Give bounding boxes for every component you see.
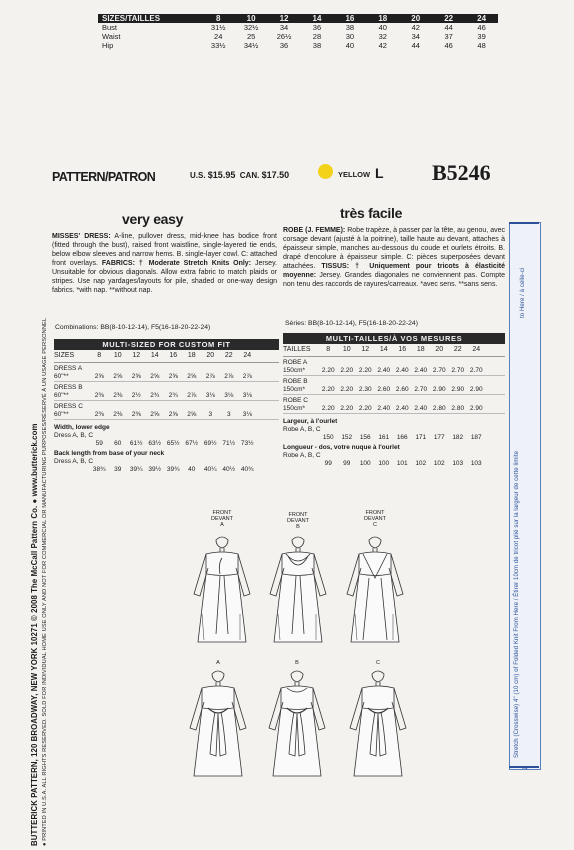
measurement-value: 40 [378, 23, 387, 32]
yardage-value: 2.70 [451, 367, 465, 374]
back-length-value: 40¼ [203, 466, 217, 473]
french-multisized-bar: MULTI-TAILLES/À VOS MESURES [283, 333, 505, 344]
width-value: 73½ [240, 440, 254, 447]
yardage-row [54, 450, 279, 458]
width-value: 156 [359, 434, 371, 441]
width-sub: Robe A, B, C [283, 426, 321, 433]
yardage-row [54, 458, 279, 466]
yardage-value: 2⅜ [131, 411, 141, 418]
yardage-value: 2⅝ [168, 411, 178, 418]
back-length-value: 102 [415, 460, 427, 467]
back-length-value: 99 [343, 460, 351, 467]
measurement-row [98, 32, 498, 41]
yardage-value: 2.80 [451, 405, 465, 412]
measurement-value: 44 [444, 23, 453, 32]
yardage-value: 2¾ [168, 392, 178, 399]
view-name: ROBE B [283, 378, 308, 385]
size-col: 16 [169, 352, 178, 359]
desc-text: A-line, pullover dress, mid-knee has bodice front (fitted through the bust), raised front waistline, single-layered tie ends, below elbow sleeves and narrow hems. B. single-layer cowl. C: attached front overlays. [52, 233, 277, 267]
width-value: 69½ [203, 440, 217, 447]
yardage-value: 2.80 [432, 405, 446, 412]
back-length-value: 103 [452, 460, 464, 467]
yardage-value: 2⅞ [205, 373, 215, 380]
size-col: 22 [224, 352, 233, 359]
back-view-letter-a: A [216, 660, 220, 666]
width-value: 63½ [148, 440, 162, 447]
fabrics-text: Jersey. Grandes diagonales ne conviennent pas. Compte non tenu des raccords de rayures/carreaux. *avec sens. **sans sens. [283, 272, 505, 288]
can-label: CAN. [239, 171, 260, 180]
size-col: 14 [150, 352, 159, 359]
english-combinations: Combinations: BB(8-10-12-14), F5(16-18-20-22-24) [55, 324, 211, 331]
measurement-value: 36 [279, 41, 289, 50]
yardage-row [283, 386, 505, 395]
size-col: 8 [97, 352, 102, 359]
devant-text: DEVANT [287, 518, 309, 524]
yardage-value: 2.40 [395, 367, 409, 374]
measurement-value: 37 [444, 32, 453, 41]
yardage-value: 2.20 [358, 405, 372, 412]
yardage-value: 2.40 [395, 405, 409, 412]
gauge-arrow-icon: → [520, 762, 529, 772]
fabrics-text: Jersey. Unsuitable for obvious diagonals. Allow extra fabric to match plaids or stripes. Use nap yardages/layouts for pile, shaded or one-way design fabrics. *with nap. **without nap. [52, 260, 277, 294]
yardage-value: 2.40 [377, 367, 391, 374]
back-length-value: 102 [433, 460, 445, 467]
back-length-value: 100 [359, 460, 371, 467]
dress-sketch-front-a [182, 534, 262, 649]
measurement-value: 40 [345, 41, 355, 50]
size-header-label: SIZES [54, 352, 75, 359]
yardage-row [54, 352, 279, 363]
front-text: FRONT [365, 510, 385, 516]
size-col: 12 [279, 14, 289, 23]
yardage-value: 2.40 [377, 405, 391, 412]
measurement-value: 34½ [243, 41, 259, 50]
size-col: 16 [398, 346, 407, 353]
fabric-width: 60"** [54, 373, 69, 380]
size-col: 18 [187, 352, 196, 359]
yardage-value: 2⅞ [187, 392, 197, 399]
yardage-row [283, 405, 505, 414]
front-text: FRONT [288, 512, 308, 518]
front-label-c [355, 510, 395, 528]
yardage-value: 2.70 [469, 367, 483, 374]
size-col: 18 [416, 346, 425, 353]
width-value: 59 [95, 440, 103, 447]
view-name: ROBE C [283, 397, 308, 404]
yardage-value: 2.20 [340, 386, 354, 393]
yardage-value: 2⅜ [94, 392, 104, 399]
publisher-address-vertical: BUTTERICK PATTERN, 120 BROADWAY, NEW YORK 10271 © 2008 The McCall Pattern Co. ● www.butterick.com [30, 423, 39, 846]
pattern-number: B5246 [432, 160, 491, 185]
desc-lead: ROBE (J. FEMME): [283, 227, 346, 234]
measurement-value: 38 [312, 41, 322, 50]
back-length-value: 39¾ [166, 466, 180, 473]
size-col: 14 [379, 346, 388, 353]
yardage-value: 2.30 [358, 386, 372, 393]
fabric-width: 150cm* [283, 386, 306, 393]
width-value: 187 [470, 434, 482, 441]
view-letter: B [296, 524, 300, 530]
back-length-value: 103 [470, 460, 482, 467]
yardage-value: 2⅞ [242, 373, 252, 380]
english-difficulty: very easy [122, 211, 184, 227]
view-letter: C [373, 522, 377, 528]
size-col: 20 [435, 346, 444, 353]
yellow-color-dot [318, 164, 333, 179]
english-multisized-bar: MULTI-SIZED FOR CUSTOM FIT [54, 339, 279, 350]
yardage-value: 2.20 [321, 367, 335, 374]
width-value: 177 [433, 434, 445, 441]
front-label-b [278, 512, 318, 530]
measurement-value: 39 [477, 32, 486, 41]
yardage-value: 2⅜ [94, 411, 104, 418]
back-length-value: 38¾ [92, 466, 106, 473]
fabric-width: 60"** [54, 411, 69, 418]
yardage-row [283, 460, 505, 468]
measurement-label: Bust [102, 23, 118, 32]
yardage-value: 2.90 [469, 386, 483, 393]
size-col: 12 [132, 352, 141, 359]
front-label-a [202, 510, 242, 528]
dress-sketch-back-c [338, 668, 418, 783]
yardage-value: 2.20 [358, 367, 372, 374]
yardage-row [54, 384, 279, 392]
width-value: 171 [415, 434, 427, 441]
yardage-row [54, 373, 279, 382]
measurement-value: 44 [411, 41, 420, 50]
measurement-value: 30 [345, 32, 355, 41]
yardage-value: 2.40 [414, 367, 428, 374]
yardage-row [54, 466, 279, 474]
color-label: YELLOW [338, 170, 371, 179]
yardage-value: 3 [208, 411, 213, 418]
yardage-value: 3⅛ [242, 392, 252, 399]
yardage-row [54, 365, 279, 373]
envelope-letter: L [375, 165, 384, 181]
desc-text: Robe trapèze, à passer par la tête, au genou, avec corsage devant (ajusté à la poitrine), taille haute au devant, attaches à épaisseur simple, manches au-dessous du coude et ourlets étroits. B. drapé d'encolure à épaisseur simple. C: pièces superposées devant attachées. [283, 227, 505, 270]
view-letter: A [220, 522, 224, 528]
back-length-label: Longueur - dos, votre nuque à l'ourlet [283, 444, 400, 451]
gauge-top-line [509, 222, 539, 224]
yardage-row [54, 424, 279, 432]
measurement-value: 46 [444, 41, 453, 50]
french-combinations: Séries: BB(8-10-12-14), F5(16-18-20-22-24) [285, 320, 418, 327]
yardage-row [283, 434, 505, 442]
yardage-row [54, 403, 279, 411]
yardage-value: 2⅝ [131, 373, 141, 380]
size-col: 10 [246, 14, 256, 23]
english-description [52, 232, 277, 295]
view-name: ROBE A [283, 359, 308, 366]
fabric-width: 150cm* [283, 367, 306, 374]
width-value: 67½ [185, 440, 199, 447]
dress-sketch-back-a [178, 668, 258, 783]
size-col: 8 [215, 14, 221, 23]
width-value: 150 [322, 434, 334, 441]
measurement-value: 28 [312, 32, 322, 41]
size-col: 8 [326, 346, 331, 353]
spacer [54, 466, 90, 474]
width-value: 60 [114, 440, 122, 447]
yardage-value: 2⅝ [150, 411, 160, 418]
size-col: 18 [378, 14, 388, 23]
yardage-value: 2.70 [414, 386, 428, 393]
fabric-width: 150cm* [283, 405, 306, 412]
measurement-label: Waist [102, 32, 121, 41]
pattern-patron-label: PATTERN/PATRON [52, 170, 156, 184]
view-name: DRESS C [54, 403, 83, 410]
devant-text: DEVANT [364, 516, 386, 522]
gauge-to-here-text: to Here / à celle-ci [520, 267, 526, 318]
dress-sketch-front-b [258, 534, 338, 649]
measurement-value: 36 [312, 23, 322, 32]
width-value: 152 [341, 434, 353, 441]
yardage-value: 2.90 [469, 405, 483, 412]
yardage-row [54, 432, 279, 440]
size-col: 16 [345, 14, 355, 23]
size-col: 20 [411, 14, 421, 23]
back-length-value: 39½ [148, 466, 162, 473]
back-length-value: 39 [114, 466, 122, 473]
fabric-width: 60"** [54, 392, 69, 399]
back-length-value: 101 [396, 460, 408, 467]
measurement-value: 38 [345, 23, 355, 32]
yardage-value: 2⅝ [94, 373, 104, 380]
measurement-value: 42 [378, 41, 387, 50]
size-col: 22 [444, 14, 454, 23]
can-price: $17.50 [261, 170, 290, 180]
measurement-value: 31½ [210, 23, 226, 32]
yardage-value: 2¾ [150, 392, 160, 399]
yardage-value: 2.40 [414, 405, 428, 412]
yardage-value: 2.20 [340, 405, 354, 412]
body-measurements-table [98, 14, 498, 50]
back-length-sub: Dress A, B, C [54, 458, 94, 465]
yardage-row [283, 426, 505, 434]
back-length-value: 100 [378, 460, 390, 467]
width-value: 161 [378, 434, 390, 441]
yardage-value: 2.90 [451, 386, 465, 393]
width-value: 166 [396, 434, 408, 441]
sizes-header-label: SIZES/TAILLES [102, 14, 161, 23]
width-label: Largeur, à l'ourlet [283, 418, 338, 425]
desc-lead: MISSES' DRESS: [52, 233, 111, 240]
width-value: 65½ [166, 440, 180, 447]
yardage-value: 3 [226, 411, 231, 418]
size-col: 22 [453, 346, 462, 353]
fabrics-lead: FABRICS: † Moderate Stretch Knits Only: [101, 260, 252, 267]
width-value: 71½ [222, 440, 236, 447]
yardage-value: 3⅛ [205, 392, 215, 399]
measurement-value: 34 [411, 32, 420, 41]
yardage-value: 3⅛ [224, 392, 234, 399]
yardage-row [283, 367, 505, 376]
measurement-value: 34 [279, 23, 289, 32]
front-text: FRONT [212, 510, 232, 516]
yardage-value: 2⅜ [113, 411, 123, 418]
yardage-row [283, 378, 505, 386]
size-col: 20 [206, 352, 215, 359]
measurement-value: 25 [246, 32, 256, 41]
back-length-sub: Robe A, B, C [283, 452, 321, 459]
width-value: 182 [452, 434, 464, 441]
yardage-value: 2⅝ [187, 411, 197, 418]
english-yardage-table [54, 352, 279, 474]
measurement-value: 32 [378, 32, 387, 41]
back-length-value: 99 [324, 460, 332, 467]
view-name: DRESS B [54, 384, 83, 391]
measurement-value: 26½ [276, 32, 292, 41]
yardage-value: 2.60 [377, 386, 391, 393]
measurement-value: 46 [477, 23, 486, 32]
back-length-value: 40½ [222, 466, 236, 473]
yardage-value: 2.60 [395, 386, 409, 393]
french-yardage-table [283, 346, 505, 468]
back-length-label: Back length from base of your neck [54, 450, 165, 457]
yardage-row [54, 440, 279, 448]
back-length-value: 40¾ [240, 466, 254, 473]
french-description [283, 226, 505, 289]
measurement-row [98, 23, 498, 32]
yardage-value: 2⅝ [187, 373, 197, 380]
yardage-value: 2.90 [432, 386, 446, 393]
back-length-value: 40 [188, 466, 196, 473]
yardage-value: 3⅛ [242, 411, 252, 418]
dress-sketch-front-c [335, 534, 415, 649]
spacer [283, 434, 319, 442]
view-name: DRESS A [54, 365, 83, 372]
spacer [54, 440, 90, 448]
width-label: Width, lower edge [54, 424, 110, 431]
width-value: 61½ [129, 440, 143, 447]
size-col: 24 [243, 352, 252, 359]
size-col: 14 [312, 14, 322, 23]
french-difficulty: très facile [340, 205, 403, 221]
us-label: U.S. [190, 171, 206, 180]
price-line [190, 170, 289, 180]
back-view-letter-b: B [295, 660, 299, 666]
yardage-row [283, 359, 505, 367]
yardage-value: 2⅜ [113, 392, 123, 399]
yardage-value: 2⅝ [150, 373, 160, 380]
yardage-row [54, 392, 279, 401]
yardage-value: 2.20 [321, 405, 335, 412]
yardage-row [283, 418, 505, 426]
measurement-value: 33½ [210, 41, 226, 50]
spacer [283, 460, 319, 468]
measurement-value: 24 [214, 32, 223, 41]
back-length-value: 39¼ [129, 466, 143, 473]
yardage-value: 2⅝ [113, 373, 123, 380]
yardage-value: 2⅝ [168, 373, 178, 380]
back-view-letter-c: C [376, 660, 380, 666]
size-col: 10 [342, 346, 351, 353]
yardage-value: 2⅞ [224, 373, 234, 380]
yardage-value: 2½ [131, 392, 141, 399]
size-col: 24 [477, 14, 487, 23]
gauge-from-here-text: Stretch (Crosswise) 4" (10 cm) of Folded Knit From Here / Étirer 10cm de tricot plié sur la largeur de cette limite [514, 450, 520, 758]
sizes-header-row [98, 14, 498, 23]
size-col: 24 [472, 346, 481, 353]
size-col: 10 [113, 352, 122, 359]
yardage-value: 2.70 [432, 367, 446, 374]
measurement-value: 48 [477, 41, 486, 50]
yardage-row [283, 346, 505, 357]
yardage-value: 2.20 [340, 367, 354, 374]
measurement-value: 32½ [243, 23, 259, 32]
size-header-label: TAILLES [283, 346, 311, 353]
dress-sketch-back-b [257, 668, 337, 783]
measurement-row [98, 41, 498, 50]
yardage-row [283, 444, 505, 452]
measurement-value: 42 [411, 23, 420, 32]
size-col: 12 [361, 346, 370, 353]
yardage-row [283, 397, 505, 405]
measurement-label: Hip [102, 41, 114, 50]
width-sub: Dress A, B, C [54, 432, 94, 439]
copyright-notice-vertical: ● PRINTED IN U.S.A. ALL RIGHTS RESERVED. SOLD FOR INDIVIDUAL HOME USE ONLY AND NOT FOR COMMERCIAL OR MANUFACTURING PURPOSES/RÉSERVÉ À UN USAGE PERSONNEL [42, 317, 48, 846]
yardage-value: 2.20 [321, 386, 335, 393]
yardage-row [283, 452, 505, 460]
fabrics-lead: TISSUS: † Uniquement pour tricots à élasticité moyenne: [283, 263, 505, 279]
devant-text: DEVANT [211, 516, 233, 522]
yardage-row [54, 411, 279, 420]
us-price: $15.95 [207, 170, 236, 180]
